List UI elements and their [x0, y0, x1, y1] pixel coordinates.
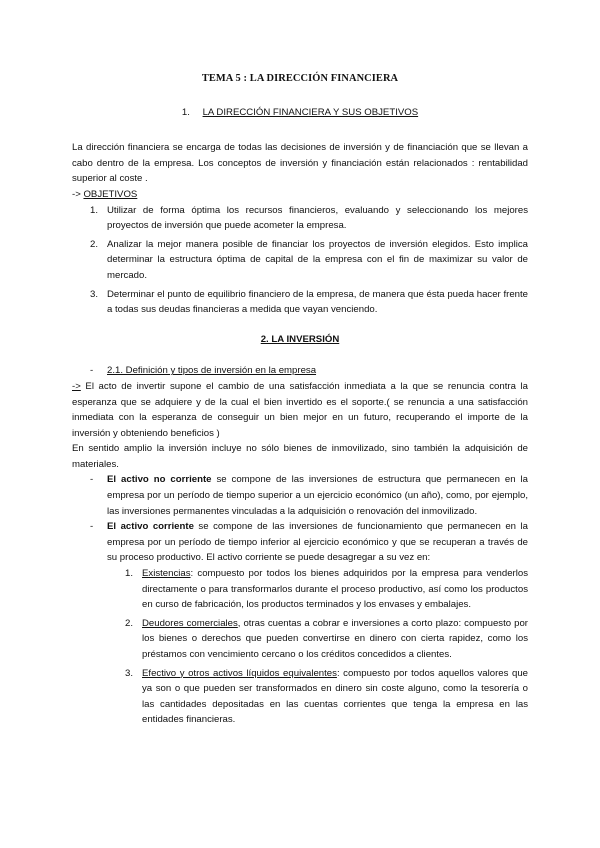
sublist-item: [107, 666, 528, 728]
sublist-text: : compuesto por todos aquellos valores que ya son o que pueden ser transformados en dinero sin coste alguno, como la tesorería o las cantidades depositadas en las cuentas corrientes que tenga la empresa en las entidades financieras.: [142, 667, 528, 726]
activo-corriente-item: [72, 519, 528, 566]
objetivo-number: 1.: [90, 204, 99, 216]
objetivo-text: Analizar la mejor manera posible de financiar los proyectos de inversión elegidos. Esto implica determinar la estructura óptima de capital de la empresa con el fin de maximizar su valor de mercado.: [107, 238, 528, 281]
objetivo-text: Determinar el punto de equilibrio financiero de la empresa, de manera que ésta pueda hacer frente a todas sus deudas financieras a medida que vayan venciendo.: [107, 288, 528, 316]
amplio-paragraph: En sentido amplio la inversión incluye no sólo bienes de inmovilizado, sino también la adquisición de materiales.: [72, 443, 528, 470]
activo-corriente-sublist: [107, 566, 528, 728]
sublist-item: [107, 566, 528, 613]
sublist-number: 2.: [125, 617, 134, 629]
section-1-heading: [72, 105, 528, 121]
sublist-label: Efectivo y otros activos líquidos equivalentes: [142, 667, 337, 679]
document-title: TEMA 5 : LA DIRECCIÓN FINANCIERA: [201, 73, 399, 84]
objetivo-number: 3.: [90, 288, 99, 300]
subsection-2-1: [72, 363, 528, 379]
subsection-2-1-title: 2.1. Definición y tipos de inversión en la empresa: [107, 365, 317, 377]
activo-no-corriente-text: se compone de las inversiones de estructura que permanecen en la empresa por un período de tiempo superior a un ejercicio económico (un año), como, por ejemplo, las inversiones permanentes vinculadas a la adquisición o renovación del inmovilizado.: [107, 474, 528, 517]
objetivo-number: 2.: [90, 238, 99, 250]
section-1-title: LA DIRECCIÓN FINANCIERA Y SUS OBJETIVOS: [202, 106, 419, 118]
sublist-number: 3.: [125, 667, 134, 679]
sublist-text: : compuesto por todos los bienes adquiridos por la empresa para venderlos directamente o para transformarlos durante el proceso productivo, así como los productos en curso de fabricación, los productos terminados y los envases y embalajes.: [142, 568, 528, 611]
definition-text: El acto de invertir supone el cambio de una satisfacción inmediata a la que se renuncia contra la esperanza que se adquiere y de la cual el bien invertido es el soporte.( se renuncia a una satisfacción inmediata con la esperanza de conseguir un bien mejor en un futuro, recuperando el importe de la inversión y obteniendo beneficios ): [72, 380, 528, 439]
objetivo-item: [72, 203, 528, 234]
section-2-title: 2. LA INVERSIÓN: [260, 333, 340, 345]
intro-paragraph: La dirección financiera se encarga de todas las decisiones de inversión y de financiación que se llevan a cabo dentro de la empresa. Los conceptos de inversión y financiación están relacionados : rentabilidad superior al coste .: [72, 142, 528, 185]
sublist-label: Deudores comerciales: [142, 617, 238, 629]
objetivos-arrow: ->: [72, 188, 84, 200]
activo-corriente-dash: -: [90, 521, 94, 533]
definition-arrow: ->: [72, 380, 81, 392]
activo-corriente-label: El activo corriente: [107, 521, 194, 533]
objetivos-label-line: [72, 187, 528, 203]
section-2-heading: [72, 332, 528, 348]
activo-corriente-text: se compone de las inversiones de funcionamiento que permanecen en la empresa por un período de tiempo inferior al ejercicio económico y que se recuperan a través de su proceso productivo. El activo corriente se puede desagregar a su vez en:: [107, 521, 528, 564]
definition-paragraph: [72, 379, 528, 441]
sublist-item: [107, 616, 528, 663]
objetivo-text: Utilizar de forma óptima los recursos financieros, evaluando y seleccionando los mejores proyectos de inversión que puede acometer la empresa.: [107, 204, 528, 232]
objetivo-item: [72, 237, 528, 284]
objetivos-label: OBJETIVOS: [83, 188, 138, 200]
sublist-label: Existencias: [142, 568, 191, 580]
activo-corriente-sublist-wrap: [72, 566, 528, 728]
sublist-text: , otras cuentas a cobrar e inversiones a corto plazo: compuesto por los bienes o derechos que pueden convertirse en dinero con cierta rapidez, como los préstamos con vencimiento cercano o los créditos concedidos a clientes.: [142, 617, 528, 660]
sublist-number: 1.: [125, 568, 134, 580]
subsection-dash: -: [90, 365, 94, 377]
activo-no-corriente-label: El activo no corriente: [107, 474, 212, 486]
activo-no-corriente-item: [72, 472, 528, 519]
activo-no-corriente-dash: -: [90, 474, 94, 486]
section-1-number: 1.: [181, 106, 190, 118]
objetivos-list: [72, 203, 528, 318]
objetivo-item: [72, 287, 528, 318]
